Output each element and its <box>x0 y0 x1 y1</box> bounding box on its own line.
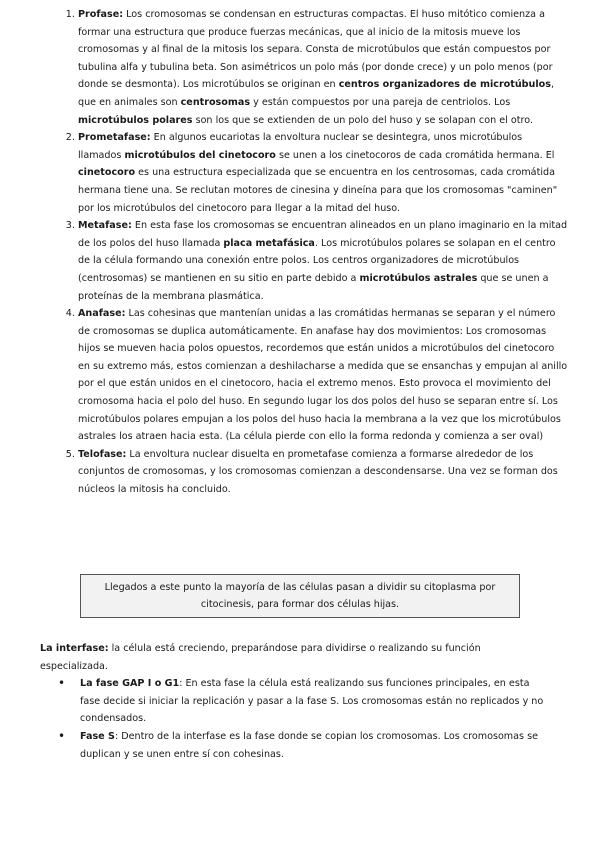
phase-text: es una estructura especializada que se encuentra en los centrosomas, cada cromátida hermana tiene una. Se reclutan motores de cinesina y dineína para que los cromosomas "caminen" por los microtúbulos del cinetocoro para llegar a la mitad del huso. <box>78 167 558 214</box>
interfase-item-title: Fase S <box>80 730 115 742</box>
mitosis-phases-list <box>52 6 568 499</box>
interfase-item <box>80 675 550 728</box>
term: microtúbulos astrales <box>359 272 478 284</box>
phase-text: Los cromosomas se condensan en estructuras compactas. El huso mitótico comienza a formar una estructura que produce fuerzas mecánicas, que al inicio de la mitosis mueve los cromosomas y al final de la mitosis los separa. Consta de microtúbulos que están compuestos por tubulina alfa y tubulina beta. Son asimétricos un polo más (por donde crece) y un polo menos (por donde se desmonta). Los microtúbulos se originan en <box>78 9 553 91</box>
term: centros organizadores de microtúbulos <box>338 79 551 91</box>
interfase-phases-list <box>40 675 550 763</box>
term: placa metafásica <box>223 237 315 249</box>
interfase-item-text: : En esta fase la célula está realizando sus funciones principales, en esta fase decide si iniciar la replicación y pasar a la fase S. Los cromosomas están no replicados y no condensados. <box>80 678 544 725</box>
phase-item <box>78 6 568 129</box>
note-text: Llegados a este punto la mayoría de las células pasan a dividir su citoplasma por citocinesis, para formar dos células hijas. <box>104 582 496 610</box>
term: microtúbulos del cinetocoro <box>124 149 276 161</box>
phase-title: Profase: <box>78 9 124 20</box>
phase-title: Metafase: <box>78 220 132 232</box>
term: centrosomas <box>180 96 251 108</box>
interfase-item <box>80 728 550 763</box>
term: microtúbulos polares <box>78 114 193 126</box>
interfase-title: La interfase: <box>40 643 109 654</box>
phase-text: , que en animales son <box>78 79 555 108</box>
phase-text: son los que se extienden de un polo del huso y se solapan con el otro. <box>192 114 533 126</box>
phase-text: Las cohesinas que mantenían unidas a las cromátidas hermanas se separan y el número de cromosomas se duplica automáticamente. En anafase hay dos movimientos: Los cromosomas hijos se mueven hacia polos opuestos, recordemos que están unidos a microtúbulos del cinetocoro en su extremo más, estos comienzan a deshilacharse a medida que se ensanchas y empujan al anillo por el que están unidos en el cinetocoro, hacia el extremo menos. Esto provoca el movimiento del cromosoma hacia el polo del huso. En segundo lugar los dos polos del huso se separan entre sí. Los microtúbulos polares empujan a los polos del huso hacia la membrana a la vez que los microtúbulos astrales los atraen hacia esta. (La célula pierde con ello la forma redonda y comienza a ser oval) <box>78 308 568 443</box>
phase-title: Telofase: <box>78 448 127 460</box>
phase-text: que se unen a proteínas de la membrana plasmática. <box>78 272 549 302</box>
phase-item <box>78 129 568 217</box>
phase-text: En algunos eucariotas la envoltura nuclear se desintegra, unos microtúbulos llamados <box>78 132 523 161</box>
interfase-intro-text: la célula está creciendo, preparándose para dividirse o realizando su función especializada. <box>40 643 481 672</box>
phase-item <box>78 305 568 446</box>
citocinesis-note-box <box>80 574 520 618</box>
phase-title: Anafase: <box>78 308 126 320</box>
interfase-section <box>40 640 550 763</box>
interfase-item-title: La fase GAP I o G1 <box>80 678 180 690</box>
phase-text: y están compuestos por una pareja de centriolos. Los <box>250 96 511 108</box>
term: cinetocoro <box>78 167 136 179</box>
phase-text: se unen a los cinetocoros de cada cromátida hermana. El <box>275 149 555 161</box>
phase-item <box>78 446 568 499</box>
phase-text: La envoltura nuclear disuelta en prometafase comienza a formarse alrededor de los conjuntos de cromosomas, y los cromosomas comienzan a descondensarse. Una vez se forman dos núcleos la mitosis ha concluido. <box>78 448 558 496</box>
phase-text: . Los microtúbulos polares se solapan en el centro de la célula formando una conexión entre polos. Los centros organizadores de microtúbulos (centrosomas) se mantienen en su sitio en parte debido a <box>78 237 556 284</box>
interfase-item-text: : Dentro de la interfase es la fase donde se copian los cromosomas. Los cromosomas se duplican y se unen entre sí con cohesinas. <box>80 730 538 760</box>
phase-text: En esta fase los cromosomas se encuentran alineados en un plano imaginario en la mitad de los polos del huso llamada <box>78 220 568 249</box>
interfase-intro <box>40 640 550 675</box>
phase-item <box>78 217 568 305</box>
phase-title: Prometafase: <box>78 132 151 144</box>
